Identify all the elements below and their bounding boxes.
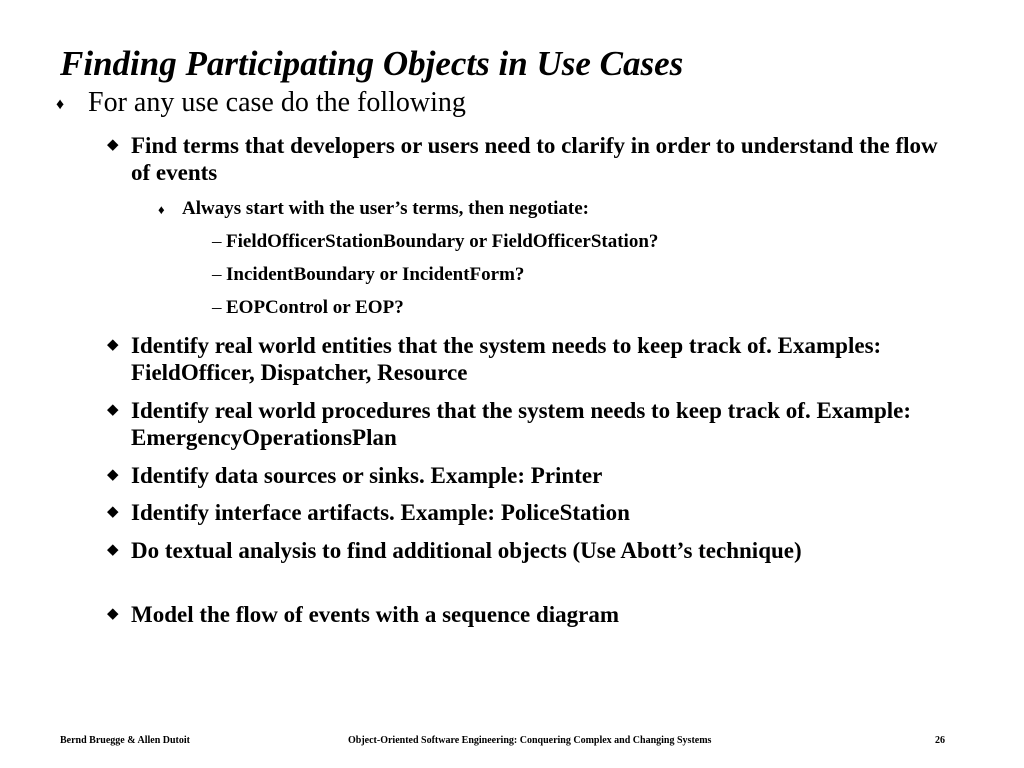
diamond-bullet-icon: ◆: [107, 542, 119, 558]
dash-bullet-icon: –: [212, 231, 222, 252]
bullet-text: Find terms that developers or users need to clarify in order to understand the flow of events: [131, 133, 938, 185]
footer-page-number: 26: [935, 735, 945, 746]
diamond-bullet-icon: ◆: [107, 337, 119, 353]
bullet-level2: [107, 332, 957, 386]
bullet-text: FieldOfficerStationBoundary or FieldOfficerStation?: [226, 231, 659, 252]
bullet-level2: [107, 397, 957, 451]
bullet-text: Identify real world entities that the system needs to keep track of. Examples: FieldOfficer, Dispatcher, Resource: [131, 333, 882, 385]
bullet-text: Identify real world procedures that the system needs to keep track of. Example: EmergencyOperationsPlan: [131, 398, 912, 450]
bullet-level3: [158, 197, 958, 223]
slide-title: Finding Participating Objects in Use Cases: [60, 44, 684, 83]
dash-bullet-icon: –: [212, 297, 222, 318]
bullet-level1: [54, 86, 994, 124]
bullet-text: For any use case do the following: [88, 87, 466, 118]
bullet-text: Always start with the user’s terms, then negotiate:: [182, 198, 590, 219]
bullet-level2: [107, 462, 957, 489]
bullet-level4: [212, 263, 992, 287]
diamond-bullet-icon: ◆: [107, 467, 119, 483]
diamond-bullet-icon: ♦: [158, 202, 165, 217]
bullet-text: Identify interface artifacts. Example: PoliceStation: [131, 500, 630, 525]
bullet-level4: [212, 230, 992, 254]
bullet-text: Do textual analysis to find additional objects (Use Abott’s technique): [131, 538, 802, 563]
bullet-level2: [107, 499, 957, 526]
footer-book-title: Object-Oriented Software Engineering: Conquering Complex and Changing Systems: [348, 735, 712, 746]
bullet-level2: [107, 132, 957, 186]
bullet-level4: [212, 296, 992, 320]
bullet-text: Identify data sources or sinks. Example: Printer: [131, 463, 603, 488]
dash-bullet-icon: –: [212, 264, 222, 285]
bullet-text: IncidentBoundary or IncidentForm?: [226, 264, 525, 285]
footer-authors: Bernd Bruegge & Allen Dutoit: [60, 735, 190, 746]
diamond-bullet-icon: ◆: [107, 504, 119, 520]
diamond-bullet-icon: ◆: [107, 137, 119, 153]
diamond-bullet-icon: ◆: [107, 402, 119, 418]
bullet-text: Model the flow of events with a sequence diagram: [131, 602, 620, 627]
diamond-bullet-icon: ♦: [56, 96, 65, 113]
diamond-bullet-icon: ◆: [107, 606, 119, 622]
bullet-text: EOPControl or EOP?: [226, 297, 404, 318]
bullet-level2: [107, 537, 957, 564]
bullet-level2: [107, 601, 957, 628]
